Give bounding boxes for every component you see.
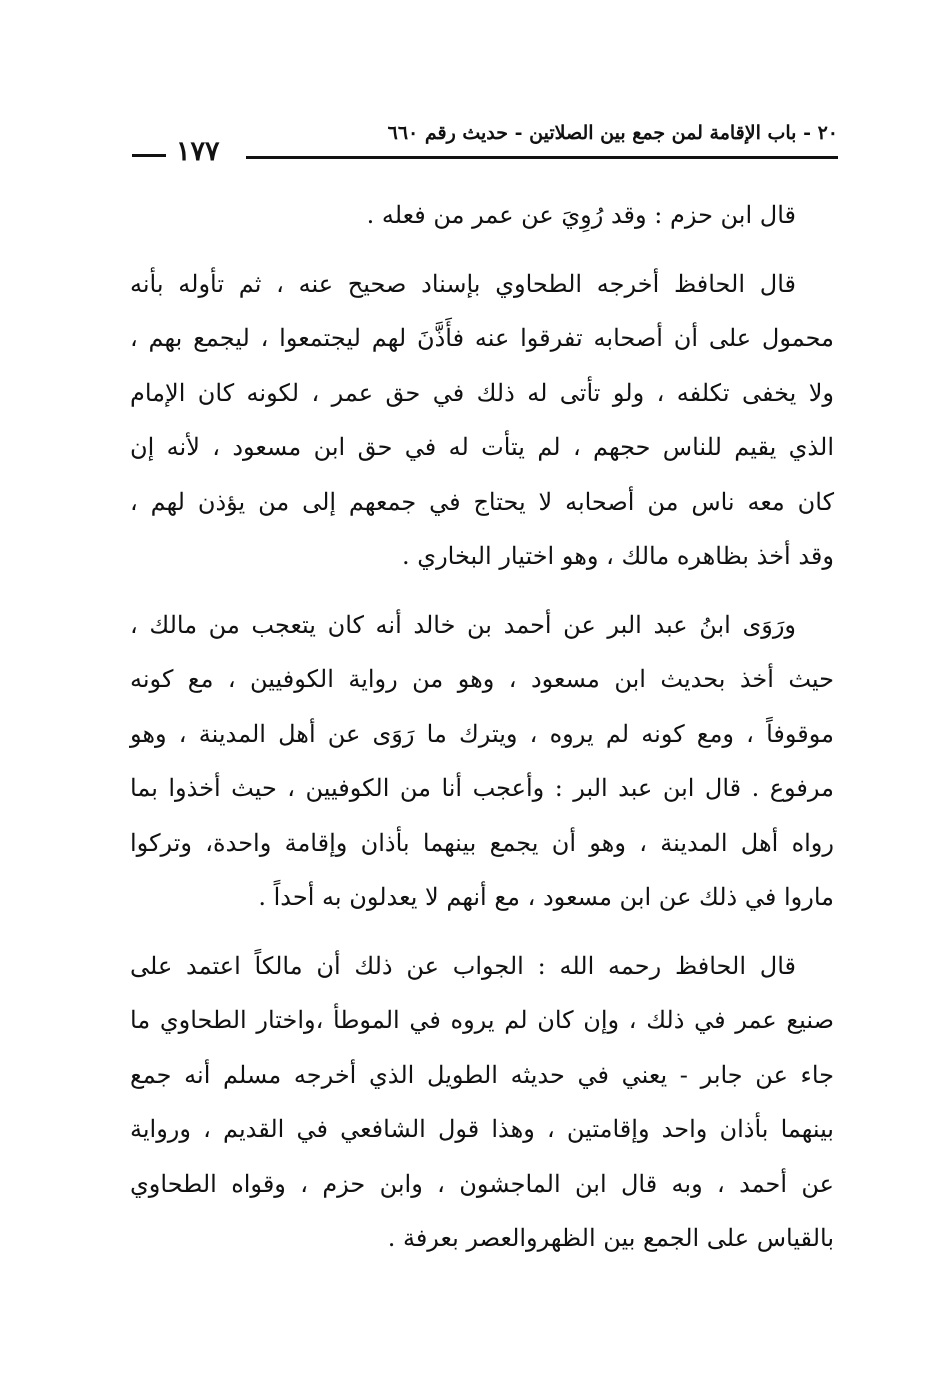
text-line: جاء عن جابر - يعني في حديثه الطويل الذي أخرجه مسلم أنه جمع — [130, 1060, 834, 1089]
paragraph-2 — [130, 257, 834, 584]
text-line: حيث أخذ بحديث ابن مسعود ، وهو من رواية الكوفيين ، مع كونه — [130, 665, 834, 693]
text-line: رواه أهل المدينة ، وهو أن يجمع بينهما بأذان وإقامة واحدة، وتركوا — [130, 828, 834, 857]
body-text — [130, 188, 834, 1280]
text-line: كان معه ناس من أصحابه لا يحتاج في جمعهم إلى من يؤذن لهم ، — [130, 487, 834, 516]
page-number: ١٧٧ — [176, 136, 220, 167]
text-line: قال ابن حزم : وقد رُوِيَ عن عمر من فعله . — [366, 201, 796, 229]
text-line: بينهما بأذان واحد وإقامتين ، وهذا قول الشافعي في القديم ، ورواية — [130, 1115, 834, 1143]
header-rule-short — [132, 154, 166, 157]
paragraph-4 — [130, 939, 834, 1266]
paragraph-3 — [130, 598, 834, 925]
running-title: ٢٠ - باب الإقامة لمن جمع بين الصلاتين - حديث رقم ٦٦٠ — [387, 122, 838, 144]
text-line: الذي يقيم للناس حجهم ، لم يتأت له في حق ابن مسعود ، لأنه إن — [130, 433, 834, 461]
paragraph-1 — [130, 188, 834, 243]
text-line: عن أحمد ، وبه قال ابن الماجشون ، وابن حزم ، وقواه الطحاوي — [130, 1169, 834, 1198]
text-line: موقوفاً ، ومع كونه لم يروه ، ويترك ما رَوَى عن أهل المدينة ، وهو — [130, 719, 834, 748]
text-line: ولا يخفى تكلفه ، ولو تأتى له ذلك في حق عمر ، لكونه كان الإمام — [130, 378, 834, 407]
page-header — [128, 118, 838, 168]
text-line: محمول على أن أصحابه تفرقوا عنه فأَذَّنَ لهم ليجتمعوا ، ليجمع بهم ، — [130, 324, 834, 352]
text-line: قال الحافظ رحمه الله : الجواب عن ذلك أن مالكاً اعتمد على — [130, 951, 796, 980]
text-line: ورَوَى ابنُ عبد البر عن أحمد بن خالد أنه كان يتعجب من مالك ، — [130, 610, 796, 639]
text-line: وقد أخذ بظاهره مالك ، وهو اختيار البخاري . — [402, 542, 834, 570]
text-line: قال الحافظ أخرجه الطحاوي بإسناد صحيح عنه ، ثم تأوله بأنه — [130, 269, 796, 298]
text-line: بالقياس على الجمع بين الظهروالعصر بعرفة . — [387, 1224, 834, 1252]
text-line: صنيع عمر في ذلك ، وإن كان لم يروه في الموطأ ،واختار الطحاوي ما — [130, 1006, 834, 1034]
text-line: ماروا في ذلك عن ابن مسعود ، مع أنهم لا يعدلون به أحداً . — [258, 883, 834, 911]
header-rule — [246, 156, 838, 159]
text-line: مرفوع . قال ابن عبد البر : وأعجب أنا من الكوفيين ، حيث أخذوا بما — [130, 774, 834, 802]
